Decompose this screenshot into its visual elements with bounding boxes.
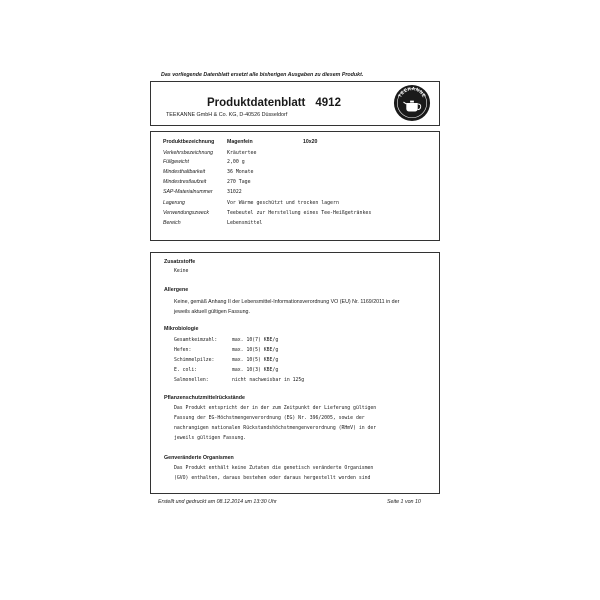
product-info-box — [150, 131, 440, 241]
allergens-line: jeweils aktuell gültigen Fassung. — [174, 309, 250, 315]
info-value: 2,00 g — [227, 159, 245, 165]
info-label: Verwendungszweck — [163, 210, 209, 216]
info-label: Lagerung — [163, 200, 185, 206]
pesticides-line: nachrangigen nationalen Rückstandshöchstmengenverordnung (RHmV) in der — [174, 426, 377, 431]
info-value: 36 Monate — [227, 169, 254, 175]
info-label: Mindesthaltbarkeit — [163, 169, 206, 175]
micro-name: E. coli: — [174, 368, 198, 373]
info-value: 270 Tage — [227, 179, 251, 185]
micro-value: max. 10(3) KBE/g — [232, 368, 279, 373]
info-value: Teebeutel zur Herstellung eines Tee-Heißgetränkes — [227, 210, 372, 216]
footer-page-number: Seite 1 von 10 — [387, 499, 421, 505]
logo-text: TEEKANNE — [398, 87, 426, 99]
micro-name: Hefen: — [174, 348, 192, 353]
info-label: Verkehrsbezeichnung — [163, 150, 213, 156]
product-name-label: Produktbezeichnung — [163, 139, 215, 145]
pesticides-line: Fassung der EG-Höchstmengenverordnung (EG) Nr. 396/2005, sowie der — [174, 416, 365, 421]
micro-name: Gesamtkeimzahl: — [174, 338, 218, 343]
footer-created: Erstellt und gedruckt am 08.12.2014 um 13:30 Uhr — [158, 499, 277, 505]
info-label: Füllgewicht — [163, 159, 189, 165]
company-address: TEEKANNE GmbH & Co. KG, D-40526 Düsseldorf — [166, 112, 288, 118]
micro-value: max. 10(7) KBE/g — [232, 338, 279, 343]
allergens-line: Keine, gemäß Anhang II der Lebensmittel-Informationsverordnung VO (EU) Nr. 1169/2011 in der — [174, 299, 400, 305]
micro-name: Salmonellen: — [174, 378, 209, 383]
micro-value: max. 10(5) KBE/g — [232, 358, 279, 363]
product-name-value: Magenfein — [227, 139, 253, 145]
page-title — [207, 97, 341, 109]
pesticides-line: Das Produkt entspricht der in der zum Zeitpunkt der Lieferung gültigen — [174, 406, 377, 411]
additives-text: Keine — [174, 269, 189, 274]
info-value: Lebensmittel — [227, 220, 263, 226]
info-label: Mindestrestlaufzeit — [163, 179, 207, 185]
info-label: Bereich — [163, 220, 181, 226]
footer-divider — [150, 493, 440, 494]
title-text: Produktdatenblatt — [207, 97, 306, 109]
info-label: SAP-Materialnummer — [163, 189, 213, 195]
micro-value: max. 10(5) KBE/g — [232, 348, 279, 353]
micro-name: Schimmelpilze: — [174, 358, 215, 363]
gmo-line: (GVO) enthalten, daraus bestehen oder daraus hergestellt worden sind — [174, 476, 371, 481]
section-title-additives: Zusatzstoffe — [164, 259, 196, 265]
product-number: 4912 — [315, 97, 341, 109]
teapot-logo-icon — [393, 84, 431, 122]
section-title-pesticides: Pflanzenschutzmittelrückstände — [164, 395, 245, 401]
info-value: 31022 — [227, 189, 242, 195]
pack-size: 10x20 — [303, 139, 318, 145]
section-title-allergens: Allergene — [164, 287, 189, 293]
info-value: Kräutertee — [227, 150, 257, 156]
info-value: Vor Wärme geschützt und trocken lagern — [227, 200, 339, 206]
section-title-gmo: Genveränderte Organismen — [164, 455, 234, 461]
gmo-line: Das Produkt enthält keine Zutaten die genetisch veränderte Organismen — [174, 466, 374, 471]
supersede-notice: Das vorliegende Datenblatt ersetzt alle bisherigen Ausgaben zu diesem Produkt. — [161, 72, 364, 78]
section-title-microbiology: Mikrobiologie — [164, 326, 199, 332]
micro-value: nicht nachweisbar in 125g — [232, 378, 305, 383]
pesticides-line: jeweils gültigen Fassung. — [174, 436, 247, 441]
